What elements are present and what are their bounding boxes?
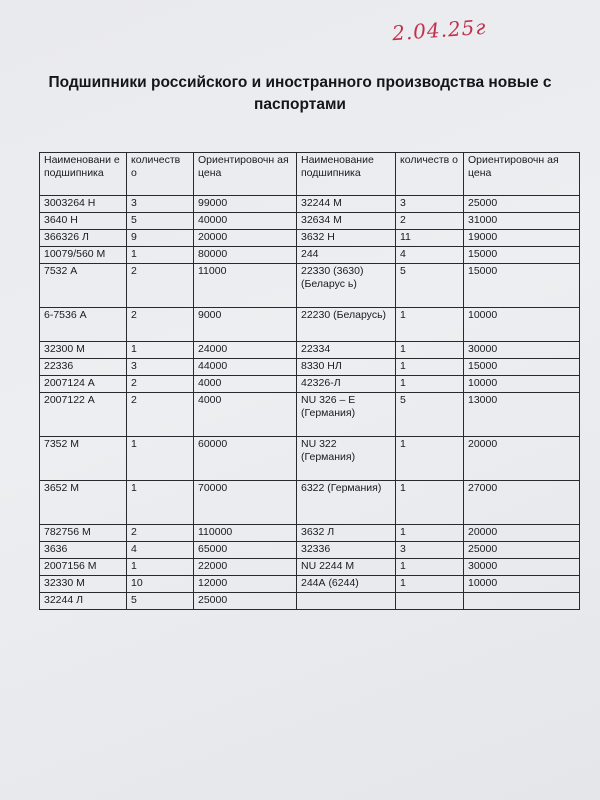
table-cell: 1: [127, 247, 194, 264]
table-cell: 2007124 А: [40, 376, 127, 393]
table-cell: 1: [127, 437, 194, 481]
table-cell: 25000: [464, 196, 580, 213]
table-cell: 366326 Л: [40, 230, 127, 247]
table-cell: 32244 М: [297, 196, 396, 213]
table-row: [40, 542, 580, 559]
table-cell: 20000: [194, 230, 297, 247]
table-cell: 1: [396, 481, 464, 525]
table-cell: 44000: [194, 359, 297, 376]
table-cell: 22000: [194, 559, 297, 576]
table-cell: 8330 НЛ: [297, 359, 396, 376]
table-cell: 7532 А: [40, 264, 127, 308]
table-cell: 3652 М: [40, 481, 127, 525]
table-cell: 6-7536 А: [40, 308, 127, 342]
table-cell: 3: [127, 359, 194, 376]
table-cell: 5: [396, 264, 464, 308]
table-cell: 70000: [194, 481, 297, 525]
table-cell: 32330 М: [40, 576, 127, 593]
table-row: [40, 247, 580, 264]
table-cell: 15000: [464, 247, 580, 264]
table-cell: NU 2244 М: [297, 559, 396, 576]
table-cell: 11000: [194, 264, 297, 308]
table-cell: 4: [396, 247, 464, 264]
table-cell: 3640 Н: [40, 213, 127, 230]
table-cell: 10079/560 М: [40, 247, 127, 264]
table-cell: 15000: [464, 359, 580, 376]
table-cell: 25000: [464, 542, 580, 559]
table-cell: 1: [396, 576, 464, 593]
table-cell: 2: [127, 308, 194, 342]
table-cell: 110000: [194, 525, 297, 542]
table-cell: NU 326 – E (Германия): [297, 393, 396, 437]
table-cell: 13000: [464, 393, 580, 437]
header-cell: Наименование подшипника: [297, 153, 396, 196]
table-row: [40, 213, 580, 230]
table-cell: 3636: [40, 542, 127, 559]
table-cell: 2007156 М: [40, 559, 127, 576]
table-cell: 80000: [194, 247, 297, 264]
table-cell: 22336: [40, 359, 127, 376]
table-cell: 1: [127, 342, 194, 359]
table-header-row: [40, 153, 580, 196]
table-cell: 40000: [194, 213, 297, 230]
table-cell: 2: [127, 264, 194, 308]
table-cell: 22330 (3630)(Беларус ь): [297, 264, 396, 308]
table-row: [40, 559, 580, 576]
table-row: [40, 481, 580, 525]
table-row: [40, 308, 580, 342]
table-row: [40, 230, 580, 247]
table-cell: 1: [396, 308, 464, 342]
table-cell: 32336: [297, 542, 396, 559]
table-cell: 20000: [464, 525, 580, 542]
table-cell: [464, 593, 580, 610]
table-cell: 19000: [464, 230, 580, 247]
header-cell: количеств о: [396, 153, 464, 196]
table-cell: 4: [127, 542, 194, 559]
table-cell: 1: [396, 359, 464, 376]
header-cell: Ориентировочн ая цена: [464, 153, 580, 196]
table-cell: 2: [127, 525, 194, 542]
table-row: [40, 393, 580, 437]
table-cell: 6322 (Германия): [297, 481, 396, 525]
table-cell: 2: [127, 393, 194, 437]
table-cell: 15000: [464, 264, 580, 308]
table-cell: 22334: [297, 342, 396, 359]
table-row: [40, 342, 580, 359]
table-cell: 1: [396, 376, 464, 393]
table-cell: 30000: [464, 559, 580, 576]
table-cell: 24000: [194, 342, 297, 359]
header-cell: Ориентировочн ая цена: [194, 153, 297, 196]
table-cell: 22230 (Беларусь): [297, 308, 396, 342]
table-cell: 5: [127, 213, 194, 230]
table-row: [40, 576, 580, 593]
table-cell: NU 322 (Германия): [297, 437, 396, 481]
table-cell: 12000: [194, 576, 297, 593]
table-cell: 3003264 Н: [40, 196, 127, 213]
table-cell: 32634 М: [297, 213, 396, 230]
table-cell: 1: [396, 559, 464, 576]
table-cell: 244А (6244): [297, 576, 396, 593]
table-cell: 244: [297, 247, 396, 264]
table-cell: 3: [396, 542, 464, 559]
table-cell: 1: [396, 342, 464, 359]
table-cell: 5: [127, 593, 194, 610]
table-cell: 31000: [464, 213, 580, 230]
table-cell: [297, 593, 396, 610]
table-cell: 42326-Л: [297, 376, 396, 393]
table-cell: 782756 М: [40, 525, 127, 542]
table-cell: 5: [396, 393, 464, 437]
table-cell: 10000: [464, 576, 580, 593]
table-cell: 1: [396, 525, 464, 542]
table-cell: 30000: [464, 342, 580, 359]
table-cell: 32300 М: [40, 342, 127, 359]
table-cell: 1: [396, 437, 464, 481]
table-cell: 1: [127, 559, 194, 576]
table-cell: 27000: [464, 481, 580, 525]
bearings-table: [39, 152, 580, 610]
table-cell: 60000: [194, 437, 297, 481]
table-cell: 10000: [464, 376, 580, 393]
document-title: Подшипники российского и иностранного производства новые с паспортами: [48, 74, 552, 113]
table-cell: [396, 593, 464, 610]
table-cell: 20000: [464, 437, 580, 481]
handwritten-date: 2.04.25г: [391, 14, 488, 46]
table-cell: 2: [396, 213, 464, 230]
table-cell: 3632 Л: [297, 525, 396, 542]
table-row: [40, 196, 580, 213]
table-cell: 25000: [194, 593, 297, 610]
table-cell: 1: [127, 481, 194, 525]
table-cell: 10: [127, 576, 194, 593]
table-row: [40, 359, 580, 376]
table-cell: 2: [127, 376, 194, 393]
table-cell: 3: [127, 196, 194, 213]
table-cell: 9: [127, 230, 194, 247]
table-cell: 3: [396, 196, 464, 213]
table-row: [40, 593, 580, 610]
table-cell: 2007122 А: [40, 393, 127, 437]
header-cell: количеств о: [127, 153, 194, 196]
table-row: [40, 437, 580, 481]
table-cell: 11: [396, 230, 464, 247]
table-cell: 99000: [194, 196, 297, 213]
table-cell: 4000: [194, 393, 297, 437]
header-cell: Наименовани е подшипника: [40, 153, 127, 196]
table-row: [40, 525, 580, 542]
table-cell: 10000: [464, 308, 580, 342]
table-cell: 9000: [194, 308, 297, 342]
table-cell: 65000: [194, 542, 297, 559]
table-row: [40, 376, 580, 393]
table-cell: 7352 М: [40, 437, 127, 481]
table-cell: 4000: [194, 376, 297, 393]
table-cell: 3632 Н: [297, 230, 396, 247]
table-cell: 32244 Л: [40, 593, 127, 610]
table-row: [40, 264, 580, 308]
